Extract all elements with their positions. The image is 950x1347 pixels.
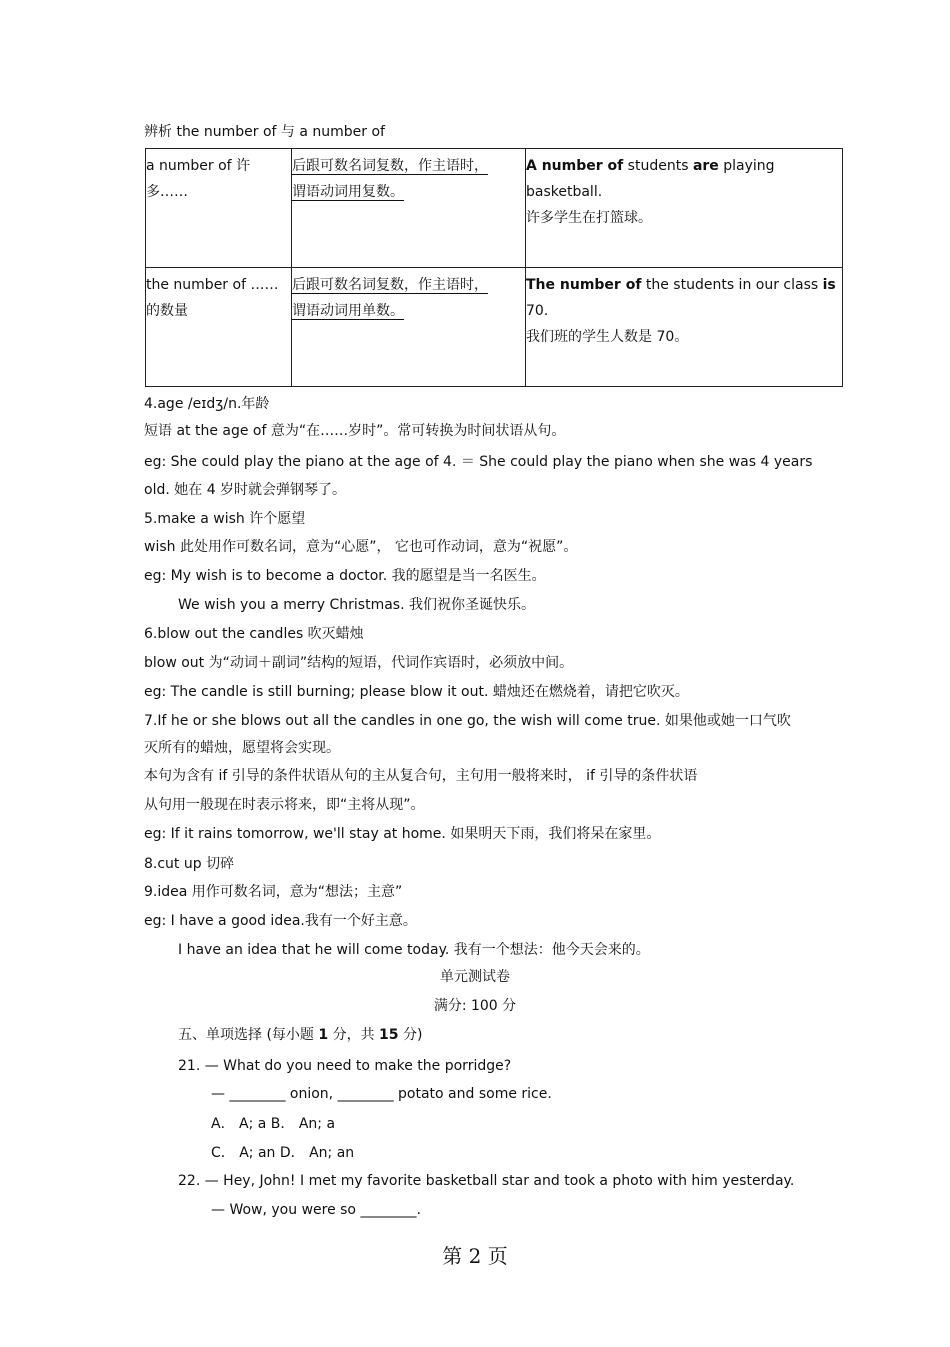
table-cell-term: the number of ……的数量 — [146, 268, 292, 387]
question-21-options-ab: A． A; a B． An; a — [211, 1116, 336, 1132]
rule-text: 谓语动词用复数。 — [292, 184, 404, 200]
table-cell-term: a number of 许多…… — [146, 149, 292, 268]
question-21-blank-line: — ________ onion, ________ potato and some rice. — [211, 1086, 552, 1102]
example-text: 70. — [526, 303, 549, 319]
example-sentence: eg: My wish is to become a doctor. 我的愿望是当一名医生。 — [144, 568, 546, 584]
table-row — [146, 268, 843, 387]
example-text: the students in our class — [641, 277, 823, 293]
example-sentence: eg: The candle is still burning; please blow it out. 蜡烛还在燃烧着，请把它吹灭。 — [144, 684, 689, 700]
example-bold: are — [692, 158, 719, 174]
test-score: 满分: 100 分 — [433, 998, 517, 1014]
section-title-text: 分，共 — [328, 1027, 380, 1043]
example-sentence: eg: She could play the piano at the age of 4. ＝ She could play the piano when she was 4 years — [144, 454, 813, 470]
vocab-heading: 8.cut up 切碎 — [144, 856, 235, 872]
rule-text: 后跟可数名词复数，作主语时， — [292, 158, 488, 174]
section-title-number: 15 — [379, 1027, 399, 1043]
rule-text: 谓语动词用单数。 — [292, 303, 404, 319]
example-bold: A number of — [526, 158, 624, 174]
vocab-heading: 5.make a wish 许个愿望 — [144, 511, 306, 527]
example-text: students — [623, 158, 693, 174]
section-heading: 辨析 the number of 与 a number of — [144, 124, 385, 140]
comparison-table — [145, 148, 843, 387]
example-translation: 许多学生在打篮球。 — [526, 210, 652, 226]
explanation-text: 本句为含有 if 引导的条件状语从句的主从复合句，主句用一般将来时， if 引导的条件状语 — [144, 768, 698, 784]
table-row — [146, 149, 843, 268]
explanation-text: 从句用一般现在时表示将来，即“主将从现”。 — [144, 797, 425, 813]
example-sentence: eg: I have a good idea.我有一个好主意。 — [144, 913, 417, 929]
explanation-text: wish 此处用作可数名词，意为“心愿”， 它也可作动词，意为“祝愿”。 — [144, 539, 578, 555]
question-22-blank-line: — Wow, you were so ________. — [211, 1202, 421, 1218]
explanation-text: blow out 为“动词＋副词”结构的短语，代词作宾语时，必须放中间。 — [144, 655, 574, 671]
test-title: 单元测试卷 — [440, 969, 510, 985]
example-text: playing basketball. — [526, 158, 775, 200]
vocab-heading: 灭所有的蜡烛，愿望将会实现。 — [144, 740, 340, 756]
example-sentence: I have an idea that he will come today. 我有一个想法：他今天会来的。 — [178, 942, 650, 958]
table-cell-rule — [292, 149, 526, 268]
vocab-heading: 4.age /eɪdʒ/n.年龄 — [144, 396, 270, 412]
example-bold: The number of — [526, 277, 642, 293]
table-cell-example — [526, 268, 843, 387]
table-cell-rule — [292, 268, 526, 387]
explanation-text: 短语 at the age of 意为“在……岁时”。常可转换为时间状语从句。 — [144, 423, 566, 439]
example-sentence: eg: If it rains tomorrow, we'll stay at home. 如果明天下雨，我们将呆在家里。 — [144, 826, 661, 842]
example-sentence: We wish you a merry Christmas. 我们祝你圣诞快乐。 — [178, 597, 535, 613]
vocab-heading: 9.idea 用作可数名词，意为“想法；主意” — [144, 884, 403, 900]
section-title — [178, 1026, 422, 1044]
vocab-heading: 7.If he or she blows out all the candles in one go, the wish will come true. 如果他或她一口气吹 — [144, 713, 791, 729]
question-22: 22. — Hey, John! I met my favorite basketball star and took a photo with him yesterday. — [178, 1173, 795, 1189]
page-number: 第 2 页 — [442, 1244, 508, 1268]
table-cell-example — [526, 149, 843, 268]
section-title-text: 五、单项选择 (每小题 — [178, 1027, 319, 1043]
vocab-heading: 6.blow out the candles 吹灭蜡烛 — [144, 626, 364, 642]
question-21: 21. — What do you need to make the porridge? — [178, 1058, 512, 1074]
question-21-options-cd: C． A; an D． An; an — [211, 1145, 355, 1161]
section-title-text: 分) — [398, 1027, 423, 1043]
rule-text: 后跟可数名词复数，作主语时， — [292, 277, 488, 293]
example-bold: is — [822, 277, 836, 293]
section-title-number: 1 — [318, 1027, 329, 1043]
example-translation: 我们班的学生人数是 70。 — [526, 329, 689, 345]
example-sentence: old. 她在 4 岁时就会弹钢琴了。 — [144, 482, 347, 498]
